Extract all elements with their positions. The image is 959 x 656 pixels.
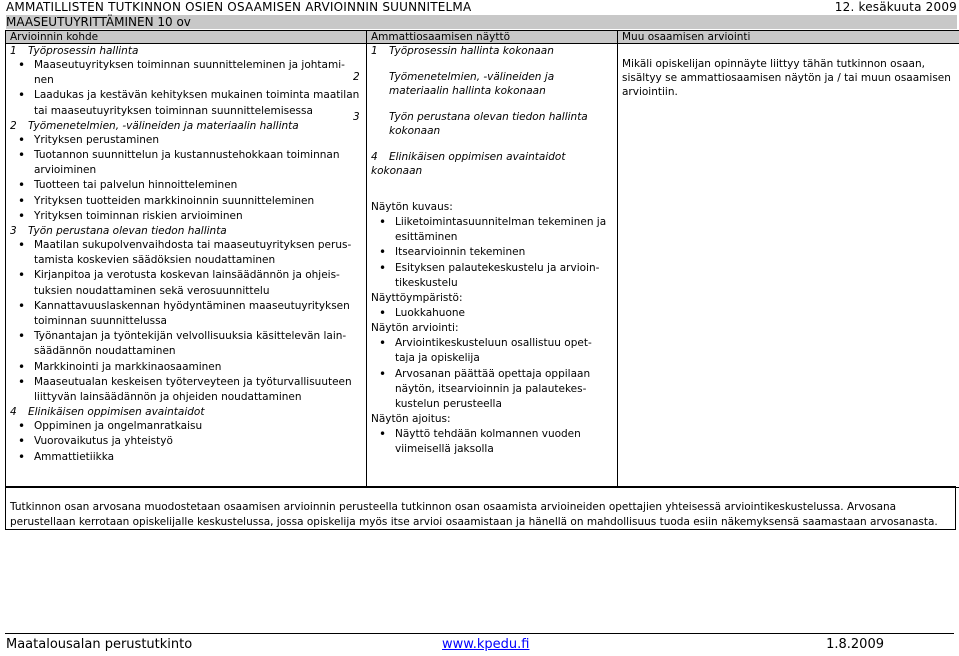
list-item: • Vuorovaikutus ja yhteistyö [10,434,362,449]
kuvaus-list [371,215,613,291]
list-item: • Arviointikeskusteluun osallistuu opet- taja ja opiskelija [371,336,613,366]
section-heading: 1 Työprosessin hallinta [10,45,139,57]
ajoitus-heading: Näytön ajoitus: [371,413,451,426]
column-header-kohde: Arvioinnin kohde [6,31,367,44]
list-item: • Tuotannon suunnittelun ja kustannustehokkaan toiminnan arvioiminen [10,148,362,178]
list-item: • Maaseutuyrityksen toiminnan suunnitteleminen ja johtami- nen [10,58,362,88]
list-item: • Ammattietiikka [10,450,362,465]
ymparisto-heading: Näyttöympäristö: [371,292,463,305]
grading-note [5,486,956,530]
ajoitus-list [371,427,613,457]
footer-degree: Maatalousalan perustutkinto [6,637,193,652]
list-item: • Maaseutualan keskeisen työterveyteen ja työturvallisuuteen liittyvän lainsäädännön ja ohjeiden noudattaminen [10,375,362,405]
list-item: • Työnantajan ja työntekijän velvollisuuksia käsittelevän lain- säädännön noudattaminen [10,329,362,359]
document-header [6,0,959,14]
column-header-muu: Muu osaamisen arviointi [618,31,959,44]
list-item: • Yrityksen perustaminen [10,133,362,148]
list-item: • Kannattavuuslaskennan hyödyntäminen maaseutuyrityksen toiminnan suunnittelussa [10,299,362,329]
table-header-row [6,31,959,44]
section-list [10,133,362,224]
scope-item: 2 Työmenetelmien, -välineiden ja materiaalin hallinta kokonaan [353,71,555,97]
list-item: • Laadukas ja kestävän kehityksen mukainen toiminta maatilan tai maaseutuyrityksen toiminnan suunnittelemisessa [10,88,362,118]
list-item: • Luokkahuone [371,306,613,321]
scope-item: 4 Elinikäisen oppimisen avaintaidot kokonaan [371,151,566,177]
kuvaus-heading: Näytön kuvaus: [371,201,453,213]
list-item: • Maatilan sukupolvenvaihdosta tai maaseutuyrityksen perus- tamista koskevien säädöksien noudattaminen [10,238,362,268]
footer-link[interactable]: www.kpedu.fi [442,637,530,652]
column-muu [618,44,959,488]
column-header-naytto: Ammattiosaamisen näyttö [367,31,618,44]
page-footer [5,633,954,656]
arviointi-list [371,336,613,412]
scope-item: 1 Työprosessin hallinta kokonaan [371,45,554,57]
list-item: • Itsearvioinnin tekeminen [371,245,613,260]
section-list [10,238,362,405]
ymparisto-list [371,306,613,321]
other-assessment-text: Mikäli opiskelijan opinnäyte liittyy tähän tutkinnon osaan, sisältyy se ammattiosaamisen näytön ja / tai muun osaamisen arviointiin. [622,58,951,98]
grading-note-text: Tutkinnon osan arvosana muodostetaan osaamisen arvioinnin perusteella tutkinnon osan osaamista arvioineiden opettajien yhteisessä arviointikeskustelussa. Arvosana perustellaan kerrotaan opiskelijalle keskustelussa, jossa opiskelija myös itse arvioi osaamistaan ja hänellä on mahdollisuus tuoda esiin näkemyksensä saamastaan arvosanasta. [10,501,938,528]
document-title: AMMATILLISTEN TUTKINNON OSIEN OSAAMISEN ARVIOINNIN SUUNNITELMA [6,0,472,14]
list-item: • Näyttö tehdään kolmannen vuoden viimeisellä jaksolla [371,427,613,457]
header-date: 12. kesäkuuta 2009 [834,0,957,14]
module-title: MAASEUTUYRITTÄMINEN 10 ov [6,15,957,29]
list-item: • Markkinointi ja markkinaosaaminen [10,360,362,375]
section-list [10,58,362,119]
column-naytto [353,44,618,488]
scope-item: 3 Työn perustana olevan tiedon hallinta kokonaan [353,111,588,137]
section-heading: 2 Työmenetelmien, -välineiden ja materiaalin hallinta [10,119,299,132]
list-item: • Arvosanan päättää opettaja oppilaan näytön, itsearvioinnin ja palautekes- kustelun perusteella [371,367,613,413]
list-item: • Tuotteen tai palvelun hinnoitteleminen [10,178,362,193]
section-heading: 3 Työn perustana olevan tiedon hallinta [10,225,227,238]
list-item: • Kirjanpitoa ja verotusta koskevan lainsäädännön ja ohjeis- tuksien noudattaminen sekä verosuunnittelu [10,268,362,298]
list-item: • Liiketoimintasuunnitelman tekeminen ja esittäminen [371,215,613,245]
section-heading: 4 Elinikäisen oppimisen avaintaidot [10,406,205,419]
footer-date: 1.8.2009 [826,637,884,652]
list-item: • Yrityksen tuotteiden markkinoinnin suunnitteleminen [10,194,362,209]
column-kohde [6,44,367,488]
list-item: • Esityksen palautekeskustelu ja arvioin- tikeskustelu [371,261,613,291]
section-list [10,419,362,465]
list-item: • Yrityksen toiminnan riskien arvioiminen [10,209,362,224]
list-item: • Oppiminen ja ongelmanratkaisu [10,419,362,434]
arviointi-heading: Näytön arviointi: [371,322,459,335]
assessment-table [5,30,959,488]
